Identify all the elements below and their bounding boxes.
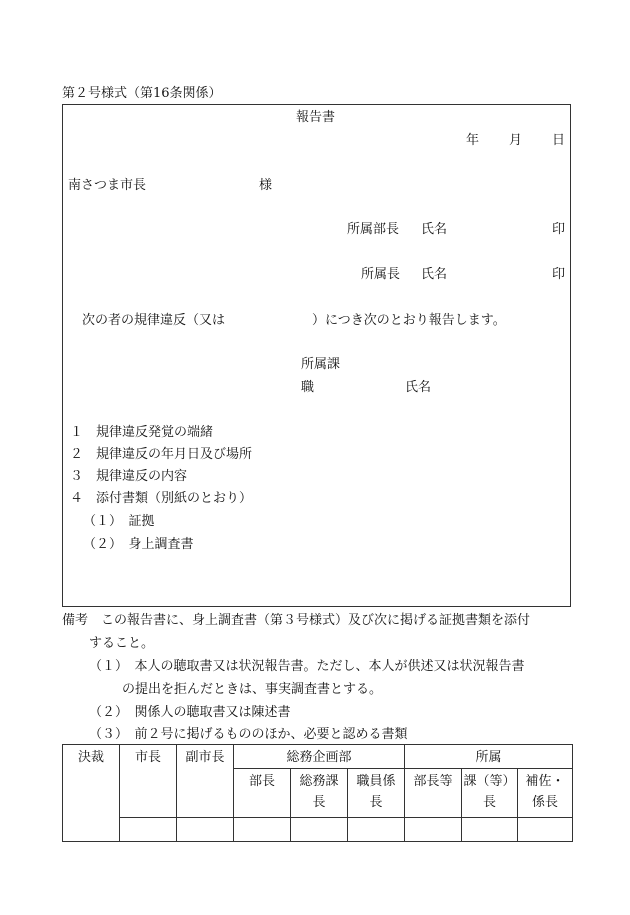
seal-cell[interactable] — [291, 818, 348, 842]
report-title: 報告書 — [296, 110, 336, 125]
addressee: 南さつま市長 — [68, 178, 147, 193]
seal-cell[interactable] — [462, 818, 518, 842]
form-number-label: 第２号様式（第16条関係） — [62, 86, 222, 101]
seal-cell[interactable] — [120, 818, 177, 842]
signer2-role: 所属長 — [361, 267, 401, 282]
employee-name-label: 氏名 — [405, 380, 432, 395]
vice-mayor-header: 副市長 — [177, 745, 234, 818]
aff-col-header: 課（等） 長 — [462, 769, 518, 818]
date-month-label: 月 — [509, 133, 523, 148]
seal-cell[interactable] — [405, 818, 462, 842]
report-item: ３ 規律違反の内容 — [70, 469, 188, 484]
honorific: 様 — [259, 178, 273, 193]
signer1-role: 所属部長 — [347, 222, 400, 237]
remarks-item: （２） 関係人の聴取書又は陳述書 — [89, 705, 291, 720]
ga-col-header: 部長 — [234, 769, 291, 818]
report-item: ２ 規律違反の年月日及び場所 — [70, 447, 253, 462]
seal-cell[interactable] — [518, 818, 573, 842]
dept-label: 所属課 — [301, 357, 341, 372]
remarks-item: （１） 本人の聴取書又は状況報告書。ただし、本人が供述又は状況報告書 — [89, 659, 525, 674]
remarks-line: すること。 — [89, 636, 155, 651]
signer2-name-label: 氏名 — [421, 267, 448, 282]
signer1-name-label: 氏名 — [421, 222, 448, 237]
mayor-header: 市長 — [120, 745, 177, 818]
position-label: 職 — [301, 380, 315, 395]
statement-part1: 次の者の規律違反（又は — [82, 313, 226, 328]
date-year-label: 年 — [466, 133, 480, 148]
seal-cell[interactable] — [177, 818, 234, 842]
general-affairs-header: 総務企画部 — [234, 745, 405, 769]
remarks-item-cont: の提出を拒んだときは、事実調査書とする。 — [122, 682, 383, 697]
seal-cell[interactable] — [234, 818, 291, 842]
signer2-seal: 印 — [552, 267, 566, 282]
aff-col-header: 部長等 — [405, 769, 462, 818]
report-subitem: （２） 身上調査書 — [83, 537, 194, 552]
signer1-seal: 印 — [552, 222, 566, 237]
remarks-item: （３） 前２号に掲げるもののほか、必要と認める書類 — [89, 727, 408, 742]
report-subitem: （１） 証拠 — [83, 514, 155, 529]
remarks-line: 備考 この報告書に、身上調査書（第３号様式）及び次に掲げる証拠書類を添付 — [62, 613, 531, 628]
aff-col-header: 補佐・ 係長 — [518, 769, 573, 818]
kessai-label: 決裁 — [63, 745, 120, 842]
report-item: ４ 添付書類（別紙のとおり） — [70, 491, 253, 506]
ga-col-header: 職員係 長 — [348, 769, 405, 818]
statement-part2: ）につき次のとおり報告します。 — [312, 313, 506, 328]
seal-cell[interactable] — [348, 818, 405, 842]
approval-table — [62, 744, 573, 842]
date-day-label: 日 — [552, 133, 566, 148]
ga-col-header: 総務課 長 — [291, 769, 348, 818]
report-item: １ 規律違反発覚の端緒 — [70, 425, 214, 440]
affiliation-header: 所属 — [405, 745, 573, 769]
